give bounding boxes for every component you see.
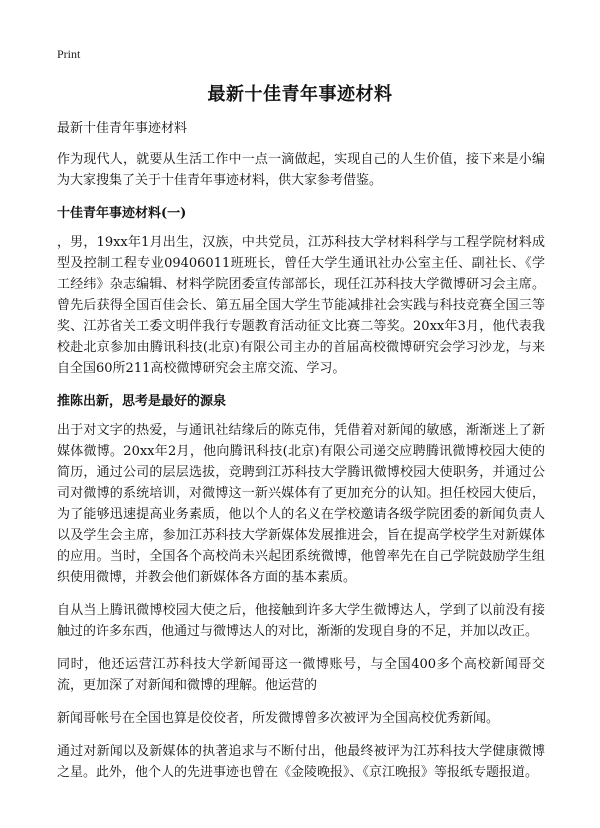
intro-paragraph: 作为现代人，就要从生活工作中一点一滴做起，实现自己的人生价值，接下来是小编为大家搜集了关于十佳青年事迹材料，供大家参考借鉴。 bbox=[57, 152, 545, 188]
print-link[interactable]: Print bbox=[57, 47, 81, 61]
page-title: 最新十佳青年事迹材料 bbox=[207, 84, 393, 105]
section2-paragraph-2: 自从当上腾讯微博校园大使之后，他接触到许多大学生微博达人，学到了以前没有接触过的许多东西，他通过与微博达人的对比，渐渐的发现自身的不足，并加以改正。 bbox=[57, 603, 545, 639]
section2-paragraph-1: 出于对文字的热爱，与通讯社结缘后的陈克伟，凭借着对新闻的敏感，渐渐迷上了新媒体微博。20xx年2月，他向腾讯科技(北京)有限公司递交应聘腾讯微博校园大使的简历，通过公司的层层选拔，竞聘到江苏科技大学腾讯微博校园大使职务，并通过公司对微博的系统培训，对微博这一新兴媒体有了更加充分的认知。担任校园大使后，为了能够迅速提高业务素质，他以个人的名义在学校邀请各级学院团委的新闻负责人以及学生会主席，参加江苏科技大学新媒体发展推进会，旨在提高学校学生对新媒体的应用。当时，全国各个高校尚未兴起团系统微博，他曾率先在自己学院鼓励学生组织使用微博，并教会他们新媒体各方面的基本素质。 bbox=[57, 423, 545, 585]
section2-paragraph-4: 新闻哥帐号在全国也算是佼佼者，所发微博曾多次被评为全国高校优秀新闻。 bbox=[57, 711, 500, 726]
section2-paragraph-5: 通过对新闻以及新媒体的执著追求与不断付出，他最终被评为江苏科技大学健康微博之星。此外，他个人的先进事迹也曾在《金陵晚报》、《京江晚报》等报纸专题报道。 bbox=[57, 744, 545, 780]
article-body bbox=[57, 118, 545, 795]
section-heading-1: 十佳青年事迹材料(一) bbox=[57, 206, 187, 221]
section-heading-2: 推陈出新，思考是最好的源泉 bbox=[57, 394, 227, 409]
article-subtitle: 最新十佳青年事迹材料 bbox=[57, 121, 188, 136]
section2-paragraph-3: 同时，他还运营江苏科技大学新闻哥这一微博账号，与全国400多个高校新闻哥交流，更加深了对新闻和微博的理解。他运营的 bbox=[57, 657, 545, 693]
section1-paragraph-1: ，男，19xx年1月出生，汉族，中共党员，江苏科技大学材料科学与工程学院材料成型及控制工程专业09406011班班长，曾任大学生通讯社办公室主任、副社长、《学工经纬》杂志编辑、材料学院团委宣传部部长，现任江苏科技大学微博研习会主席。曾先后获得全国百佳会长、第五届全国大学生节能减排社会实践与科技竞赛全国三等奖、江苏省关工委文明伴我行专题教育活动征文比赛二等奖。20xx年3月，他代表我校赴北京参加由腾讯科技(北京)有限公司主办的首届高校微博研究会学习沙龙，与来自全国60所211高校微博研究会主席交流、学习。 bbox=[57, 235, 545, 376]
